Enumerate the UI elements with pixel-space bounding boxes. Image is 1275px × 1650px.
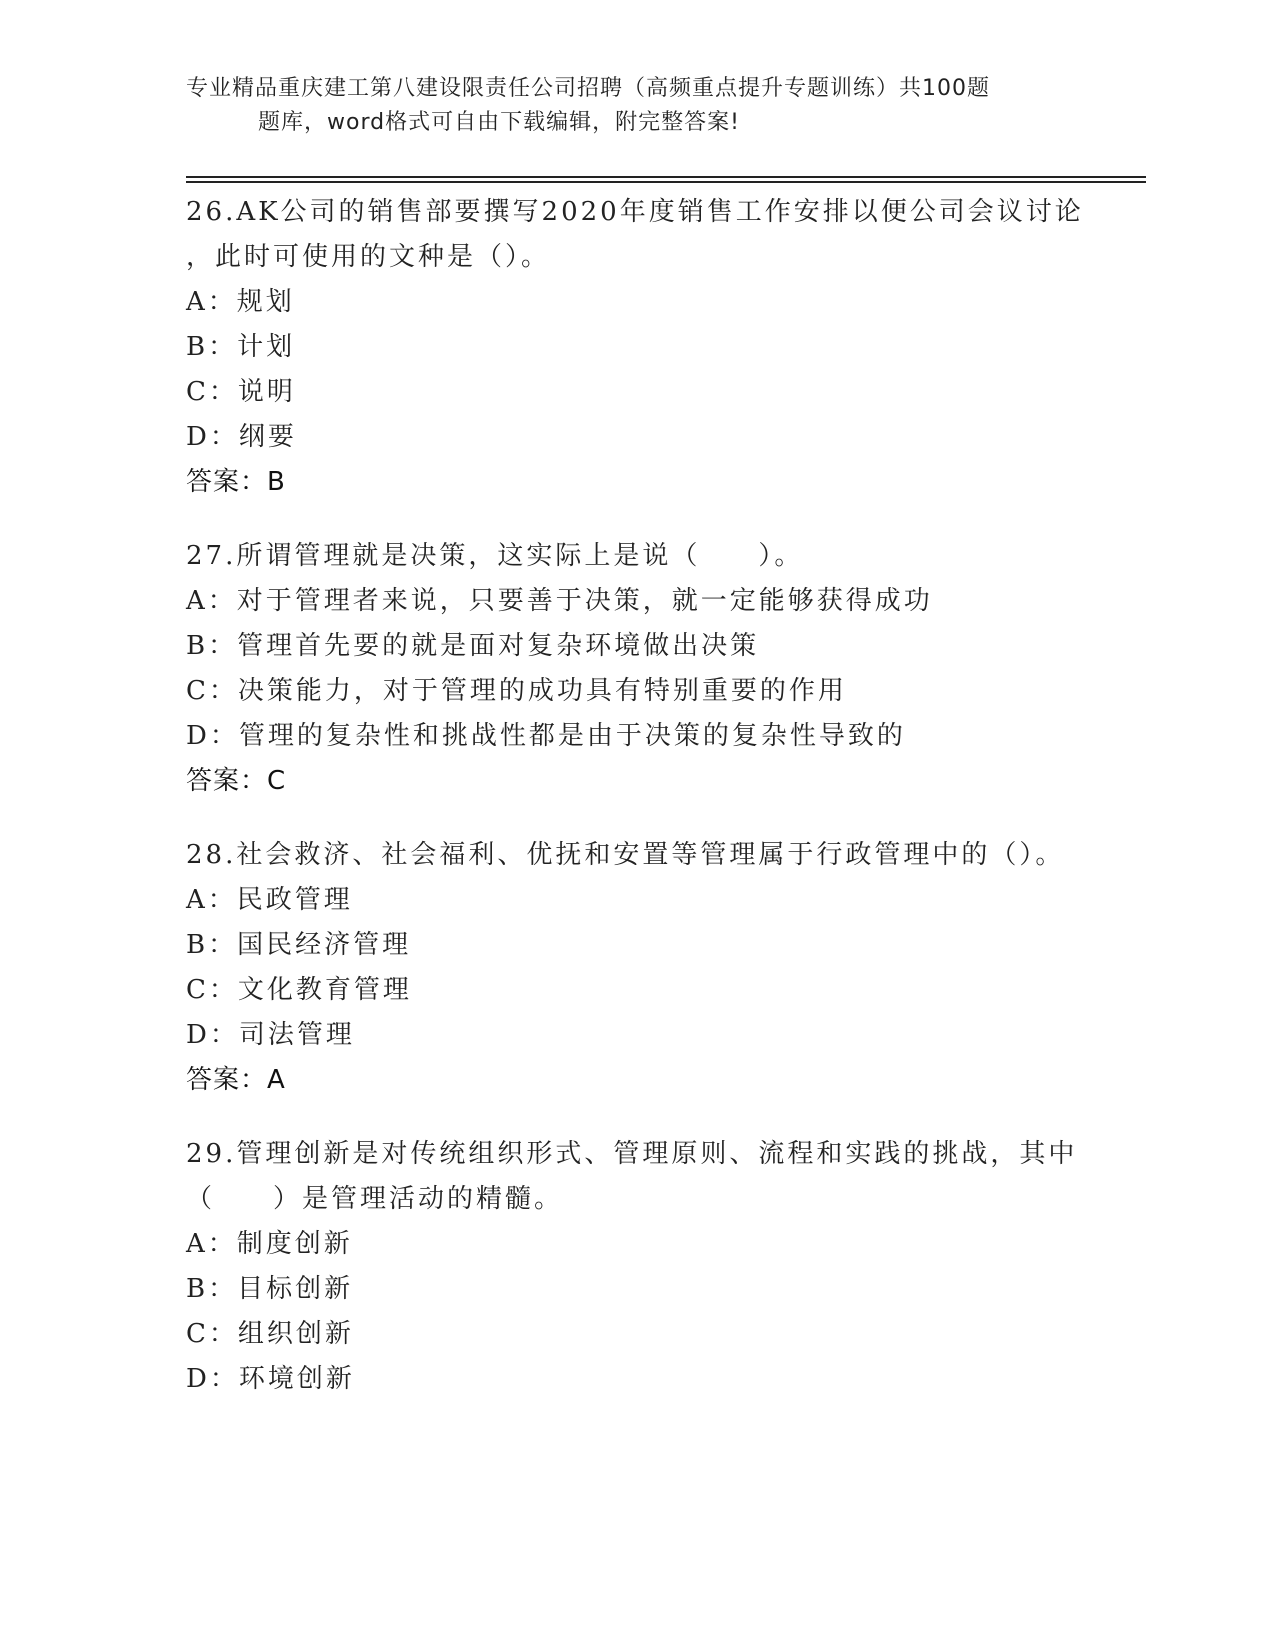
option-b: B：计划 — [186, 332, 296, 362]
option-b: B：管理首先要的就是面对复杂环境做出决策 — [186, 631, 760, 661]
question-27 — [186, 534, 1086, 804]
header-divider-top — [186, 176, 1146, 178]
option-a: A：制度创新 — [186, 1229, 353, 1259]
option-c: C：组织创新 — [186, 1319, 354, 1349]
option-b: B：国民经济管理 — [186, 930, 412, 960]
question-text-line: 28.社会救济、社会福利、优抚和安置等管理属于行政管理中的（）。 — [186, 840, 1065, 870]
option-a: A：规划 — [186, 287, 295, 317]
header-divider-bottom — [186, 181, 1146, 183]
option-d: D：司法管理 — [186, 1020, 355, 1050]
question-text-line: 27.所谓管理就是决策，这实际上是说（ ）。 — [186, 541, 804, 571]
header-title-line-2: 题库，word格式可自由下载编辑，附完整答案! — [258, 110, 740, 135]
header-title-line-1: 专业精品重庆建工第八建设限责任公司招聘（高频重点提升专题训练）共100题 — [186, 76, 990, 101]
question-list — [186, 190, 1086, 1431]
option-a: A：民政管理 — [186, 885, 353, 915]
answer-text: 答案：A — [186, 1065, 286, 1095]
option-c: C：文化教育管理 — [186, 975, 412, 1005]
option-d: D：环境创新 — [186, 1364, 355, 1394]
option-c: C：说明 — [186, 377, 296, 407]
question-29 — [186, 1132, 1086, 1402]
option-c: C：决策能力，对于管理的成功具有特别重要的作用 — [186, 676, 847, 706]
document-header — [186, 72, 1066, 140]
option-a: A：对于管理者来说，只要善于决策，就一定能够获得成功 — [186, 586, 933, 616]
question-text-line: （ ）是管理活动的精髓。 — [186, 1184, 564, 1214]
question-text-line: ，此时可使用的文种是（）。 — [186, 242, 551, 272]
question-text-line: 29.管理创新是对传统组织形式、管理原则、流程和实践的挑战，其中 — [186, 1139, 1078, 1169]
option-d: D：管理的复杂性和挑战性都是由于决策的复杂性导致的 — [186, 721, 906, 751]
option-b: B：目标创新 — [186, 1274, 354, 1304]
option-d: D：纲要 — [186, 422, 297, 452]
question-text-line: 26.AK公司的销售部要撰写2020年度销售工作安排以便公司会议讨论 — [186, 197, 1084, 227]
question-28 — [186, 833, 1086, 1103]
answer-text: 答案：B — [186, 467, 286, 497]
question-26 — [186, 190, 1086, 505]
answer-text: 答案：C — [186, 766, 287, 796]
